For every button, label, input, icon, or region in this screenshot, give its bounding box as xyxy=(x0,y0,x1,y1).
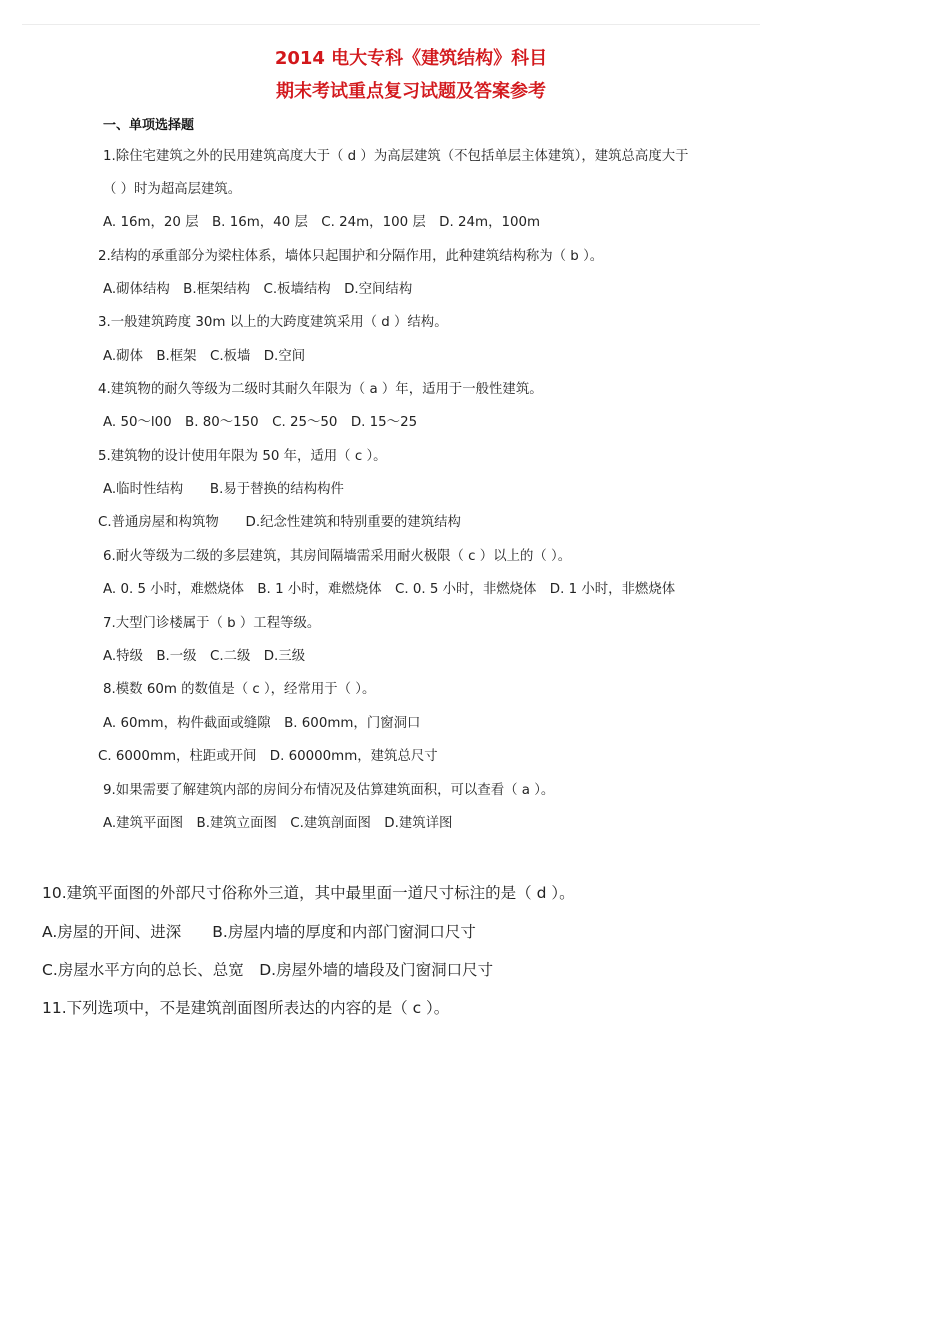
question-1: 1.除住宅建筑之外的民用建筑高度大于（ d ）为高层建筑（不包括单层主体建筑），建筑总高度大于 xyxy=(103,149,689,164)
question-6-options: A. 0. 5 小时，难燃烧体 B. 1 小时，难燃烧体 C. 0. 5 小时，非燃烧体 D. 1 小时，非燃烧体 xyxy=(103,582,676,597)
question-2: 2.结构的承重部分为梁柱体系，墙体只起围护和分隔作用，此种建筑结构称为（ b ）。 xyxy=(98,249,604,264)
question-9-options: A.建筑平面图 B.建筑立面图 C.建筑剖面图 D.建筑详图 xyxy=(103,816,453,831)
question-10: 10.建筑平面图的外部尺寸俗称外三道，其中最里面一道尺寸标注的是（ d ）。 xyxy=(42,884,575,902)
document-title: 2014 电大专科《建筑结构》科目 xyxy=(274,48,548,69)
section-heading: 一、单项选择题 xyxy=(103,118,195,133)
question-1-cont: （ ）时为超高层建筑。 xyxy=(103,182,242,197)
question-2-options: A.砌体结构 B.框架结构 C.板墙结构 D.空间结构 xyxy=(103,282,413,297)
question-9: 9.如果需要了解建筑内部的房间分布情况及估算建筑面积，可以查看（ a ）。 xyxy=(103,783,555,798)
document-subtitle: 期末考试重点复习试题及答案参考 xyxy=(276,81,546,102)
question-10-options-a: A.房屋的开间、进深 B.房屋内墙的厚度和内部门窗洞口尺寸 xyxy=(42,923,476,941)
question-5-options-b: C.普通房屋和构筑物 D.纪念性建筑和特别重要的建筑结构 xyxy=(98,515,461,530)
question-10-options-b: C.房屋水平方向的总长、总宽 D.房屋外墙的墙段及门窗洞口尺寸 xyxy=(42,961,494,979)
question-8: 8.模数 60m 的数值是（ c ），经常用于（ ）。 xyxy=(103,682,376,697)
question-6: 6.耐火等级为二级的多层建筑，其房间隔墙需采用耐火极限（ c ）以上的（ ）。 xyxy=(103,549,572,564)
question-7-options: A.特级 B.一级 C.二级 D.三级 xyxy=(103,649,306,664)
question-5-options-a: A.临时性结构 B.易于替换的结构构件 xyxy=(103,482,344,497)
question-7: 7.大型门诊楼属于（ b ）工程等级。 xyxy=(103,616,321,631)
question-3: 3.一般建筑跨度 30m 以上的大跨度建筑采用（ d ）结构。 xyxy=(98,315,448,330)
question-11: 11.下列选项中，不是建筑剖面图所表达的内容的是（ c ）。 xyxy=(42,999,450,1017)
question-5: 5.建筑物的设计使用年限为 50 年，适用（ c ）。 xyxy=(98,449,387,464)
question-3-options: A.砌体 B.框架 C.板墙 D.空间 xyxy=(103,349,306,364)
question-8-options-b: C. 6000mm，柱距或开间 D. 60000mm，建筑总尺寸 xyxy=(98,749,438,764)
question-8-options-a: A. 60mm，构件截面或缝隙 B. 600mm，门窗洞口 xyxy=(103,716,421,731)
question-4-options: A. 50～l00 B. 80～150 C. 25～50 D. 15～25 xyxy=(103,415,418,430)
question-1-options: A. 16m，20 层 B. 16m，40 层 C. 24m，100 层 D. 24m，100m xyxy=(103,215,541,230)
question-4: 4.建筑物的耐久等级为二级时其耐久年限为（ a ）年，适用于一般性建筑。 xyxy=(98,382,543,397)
top-divider xyxy=(22,24,760,25)
